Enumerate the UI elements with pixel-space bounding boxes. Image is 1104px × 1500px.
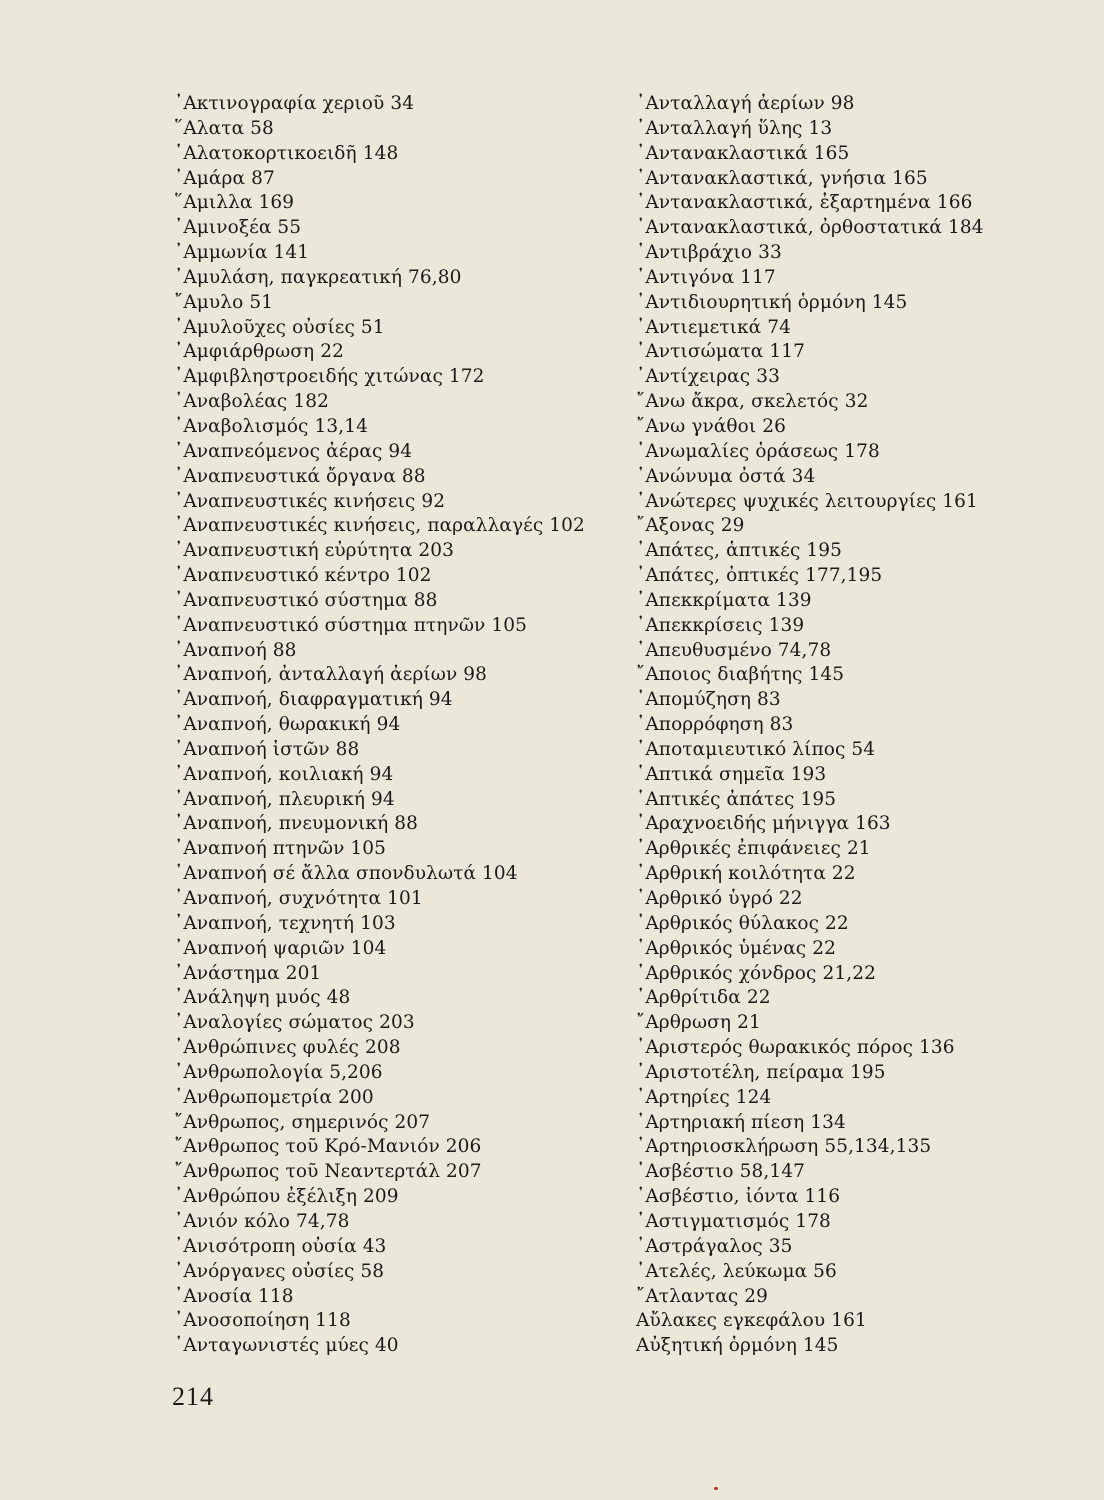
- index-entry: ᾿Αντιβράχιο 33: [636, 242, 782, 264]
- index-entry: ᾿Αναπνοή, πλευρική 94: [174, 788, 395, 810]
- index-entry: ᾿Αναπνοή, τεχνητή 103: [174, 912, 396, 934]
- index-entry: ᾿Ασβέστιο, ἰόντα 116: [636, 1186, 841, 1208]
- index-entry: ῞Αμιλλα 169: [174, 192, 295, 214]
- index-entry: ᾿Αντανακλαστικά 165: [636, 142, 850, 164]
- index-entry: ᾿Ανθρωπολογία 5,206: [174, 1061, 383, 1083]
- index-entry: ᾿Αναπνευστική εὐρύτητα 203: [174, 540, 455, 562]
- index-entry: ᾿Αναβολισμός 13,14: [174, 415, 368, 437]
- index-entry: ᾿Αρτηρίες 124: [636, 1086, 772, 1108]
- index-entry: ᾿Αντιγόνα 117: [636, 266, 776, 288]
- index-entry: ᾿Ανώτερες ψυχικές λειτουργίες 161: [636, 490, 978, 512]
- index-entry: ᾿Αντανακλαστικά, ἐξαρτημένα 166: [636, 192, 973, 214]
- index-entry: ᾿Αμφιβληστροειδής χιτώνας 172: [174, 366, 485, 388]
- index-entry: ᾿Αραχνοειδής μήνιγγα 163: [636, 813, 891, 835]
- index-entry: ᾿Αναπνευστικές κινήσεις, παραλλαγές 102: [174, 515, 585, 537]
- index-entry: ᾿Αποταμιευτικό λίπος 54: [636, 738, 876, 760]
- index-entry: ῎Ανθρωπος τοῦ Νεαντερτάλ 207: [174, 1161, 482, 1183]
- index-entry: ᾿Αναπνευστικό κέντρο 102: [174, 565, 432, 587]
- index-entry: ᾿Αναπνοή, κοιλιακή 94: [174, 763, 394, 785]
- index-entry: ᾿Ανοσία 118: [174, 1285, 294, 1307]
- index-entry: ᾿Αντίχειρας 33: [636, 366, 780, 388]
- index-entry: ᾿Αναβολέας 182: [174, 391, 329, 413]
- index-entry: ᾿Αρθρικός θύλακος 22: [636, 912, 849, 934]
- index-entry: ᾿Αρθρικός χόνδρος 21,22: [636, 962, 876, 984]
- index-entry: ᾿Ανθρωπομετρία 200: [174, 1086, 374, 1108]
- index-entry: ᾿Απορρόφηση 83: [636, 714, 794, 736]
- index-entry: ᾿Ανοσοποίηση 118: [174, 1310, 351, 1332]
- index-entry: ᾿Αναπνοή ἱστῶν 88: [174, 738, 360, 760]
- index-entry: Αὐξητική ὁρμόνη 145: [636, 1335, 839, 1357]
- index-entry: ᾿Ανόργανες οὐσίες 58: [174, 1260, 385, 1282]
- index-entry: ᾿Αντιδιουρητική ὁρμόνη 145: [636, 291, 908, 313]
- index-entry: ᾿Αναλογίες σώματος 203: [174, 1012, 415, 1034]
- index-entry: ᾿Ανταλλαγή ὕλης 13: [636, 117, 833, 139]
- index-entry: ᾿Απάτες, ὀπτικές 177,195: [636, 565, 883, 587]
- index-entry: ᾿Αναπνοή, ἀνταλλαγή ἀερίων 98: [174, 664, 488, 686]
- index-entry: ᾿Ανάστημα 201: [174, 962, 322, 984]
- index-column-right: [636, 92, 1076, 1359]
- index-entry: ᾿Αναπνοή, διαφραγματική 94: [174, 689, 453, 711]
- index-entry: ᾿Ανώνυμα ὀστά 34: [636, 465, 816, 487]
- index-column-left: [174, 92, 614, 1359]
- index-entry: ᾿Αμυλάση, παγκρεατική 76,80: [174, 266, 462, 288]
- index-entry: ᾿Αμινοξέα 55: [174, 217, 302, 239]
- index-entry: ᾿Αντανακλαστικά, ὀρθοστατικά 184: [636, 217, 984, 239]
- index-entry: ῎Αρθρωση 21: [636, 1012, 761, 1034]
- index-entry: ῾Απτικές ἀπάτες 195: [636, 788, 837, 810]
- index-entry: ᾿Αναπνοή, θωρακική 94: [174, 714, 401, 736]
- index-entry: ᾿Αριστοτέλη, πείραμα 195: [636, 1061, 886, 1083]
- index-entry: ᾿Ατελές, λεύκωμα 56: [636, 1260, 837, 1282]
- index-entry: ᾿Ανταλλαγή ἀερίων 98: [636, 93, 855, 114]
- index-entry: ῞Αλατα 58: [174, 117, 274, 139]
- index-entry: ᾿Αναπνοή 88: [174, 639, 297, 661]
- index-entry: ῎Αξονας 29: [636, 515, 745, 537]
- index-entry: ᾿Ασβέστιο 58,147: [636, 1161, 805, 1183]
- index-entry: ᾿Αντιεμετικά 74: [636, 316, 792, 338]
- index-entry: ῾Αλατοκορτικοειδῆ 148: [174, 142, 399, 164]
- index-entry: ᾿Απεκκρίσεις 139: [636, 614, 805, 636]
- index-entry: ᾿Αμμωνία 141: [174, 242, 310, 264]
- index-entry: ῎Ανω ἄκρα, σκελετός 32: [636, 391, 869, 413]
- index-entry: ᾿Αναπνοή, πνευμονική 88: [174, 813, 419, 835]
- index-entry: ᾿Αναπνεόμενος ἀέρας 94: [174, 440, 413, 462]
- index-entry: ᾿Ανισότροπη οὐσία 43: [174, 1235, 387, 1257]
- index-entry: ῎Αποιος διαβήτης 145: [636, 664, 845, 686]
- index-entry: ᾿Αναπνοή πτηνῶν 105: [174, 838, 387, 860]
- ink-speck: [714, 1487, 718, 1490]
- index-entry: ᾿Αναπνοή, συχνότητα 101: [174, 888, 423, 909]
- index-entry: ᾿Αναπνευστικό σύστημα πτηνῶν 105: [174, 614, 527, 636]
- index-entry: ᾿Απάτες, ἁπτικές 195: [636, 540, 843, 562]
- index-entry: ᾿Αρθρικό ὑγρό 22: [636, 888, 803, 909]
- index-entry: ᾿Αναπνευστικό σύστημα 88: [174, 589, 438, 611]
- index-entry: ᾿Απομύζηση 83: [636, 689, 781, 711]
- index-entry: ᾿Αντισώματα 117: [636, 341, 805, 363]
- index-entry: ῎Αμυλο 51: [174, 291, 274, 313]
- index-entry: ᾿Αρθρικές ἐπιφάνειες 21: [636, 838, 871, 860]
- index-entry: ᾿Αναπνοή ψαριῶν 104: [174, 937, 387, 959]
- index-entry: ᾿Αναπνευστικά ὄργανα 88: [174, 465, 426, 487]
- index-entry: ᾿Ανωμαλίες ὁράσεως 178: [636, 440, 880, 462]
- index-entry: ᾿Ανάληψη μυός 48: [174, 987, 351, 1009]
- page-number: 214: [172, 1382, 214, 1411]
- index-entry: ῎Ανθρωπος, σημερινός 207: [174, 1111, 431, 1133]
- index-entry: Αὔλακες εγκεφάλου 161: [636, 1310, 867, 1332]
- index-entry: ᾿Ανιόν κόλο 74,78: [174, 1210, 350, 1232]
- index-entry: ᾿Αρθρικός ὑμένας 22: [636, 937, 836, 959]
- index-entry: ᾿Αμυλοῦχες οὐσίες 51: [174, 316, 385, 338]
- index-entry: ᾿Αστράγαλος 35: [636, 1235, 793, 1257]
- index-entry: ᾿Ακτινογραφία χεριοῦ 34: [174, 93, 415, 114]
- index-entry: ᾿Αρθρική κοιλότητα 22: [636, 863, 856, 885]
- index-entry: ᾿Ανθρώπινες φυλές 208: [174, 1037, 401, 1059]
- index-entry: ᾿Αριστερός θωρακικός πόρος 136: [636, 1037, 955, 1059]
- index-entry: ῎Ατλαντας 29: [636, 1285, 769, 1307]
- index-entry: ᾿Απευθυσμένο 74,78: [636, 639, 832, 661]
- index-entry: ῾Απτικά σημεῖα 193: [636, 763, 827, 785]
- index-entry: ᾿Ανθρώπου ἐξέλιξη 209: [174, 1186, 399, 1208]
- index-entry: ᾿Αναπνοή σέ ἄλλα σπονδυλωτά 104: [174, 863, 518, 885]
- index-entry: ᾿Αστιγματισμός 178: [636, 1210, 831, 1232]
- index-entry: ῎Ανθρωπος τοῦ Κρό-Μανιόν 206: [174, 1136, 482, 1158]
- index-entry: ᾿Αρθρίτιδα 22: [636, 987, 771, 1009]
- index-entry: ᾿Αντανακλαστικά, γνήσια 165: [636, 167, 928, 189]
- index-entry: ᾿Ανταγωνιστές μύες 40: [174, 1335, 399, 1357]
- index-entry: ᾿Απεκκρίματα 139: [636, 589, 812, 611]
- index-entry: ᾿Αμφιάρθρωση 22: [174, 341, 344, 363]
- index-entry: ῎Ανω γνάθοι 26: [636, 415, 786, 437]
- index-entry: ᾿Αμάρα 87: [174, 167, 275, 189]
- index-entry: ᾿Αρτηριοσκλήρωση 55,134,135: [636, 1136, 932, 1158]
- index-entry: ᾿Αρτηριακή πίεση 134: [636, 1111, 846, 1133]
- index-entry: ᾿Αναπνευστικές κινήσεις 92: [174, 490, 446, 512]
